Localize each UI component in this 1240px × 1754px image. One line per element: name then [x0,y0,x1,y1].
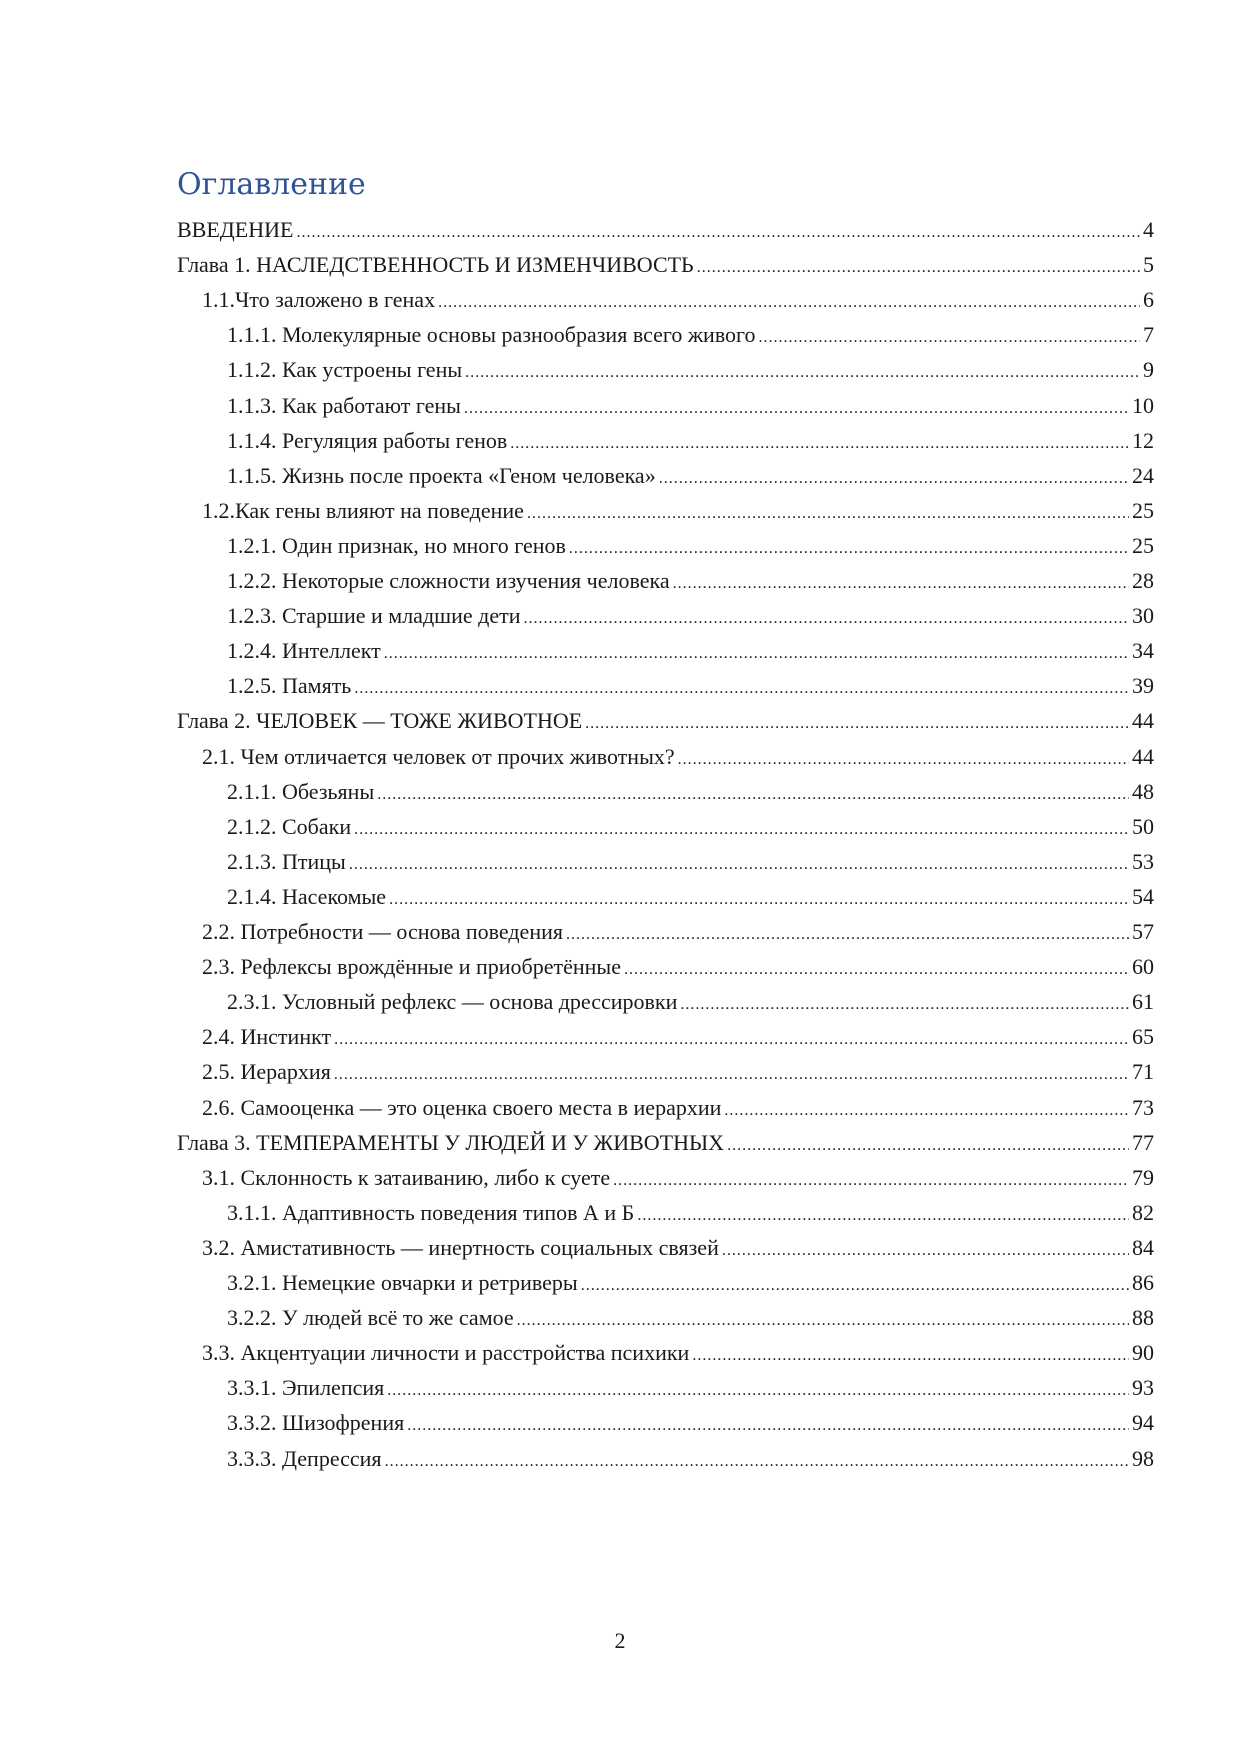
toc-dot-leader [722,1231,1129,1268]
toc-entry-page: 71 [1132,1059,1154,1084]
toc-entry-number: 1.2.1. [227,533,277,558]
toc-entry-title: Как гены влияют на поведение [235,498,524,523]
toc-dot-leader [697,248,1140,285]
toc-entry-page: 73 [1132,1095,1154,1120]
toc-entry[interactable] [227,1301,1154,1335]
toc-entry-page: 84 [1132,1235,1154,1260]
toc-entry[interactable] [227,1266,1154,1300]
toc-entry-number: 3.3.2. [227,1410,277,1435]
toc-entry-page: 61 [1132,989,1154,1014]
toc-entry[interactable] [227,1442,1154,1476]
toc-entry-title: Что заложено в генах [235,287,436,312]
toc-entry-number: 2.6. [202,1095,235,1120]
toc-dot-leader [387,1371,1129,1408]
toc-entry-page: 34 [1132,638,1154,663]
toc-entry[interactable] [227,810,1154,844]
toc-entry[interactable] [202,283,1154,317]
toc-entry-title: ВВЕДЕНИЕ [177,217,294,242]
toc-dot-leader [613,1161,1129,1198]
toc-entry[interactable] [227,599,1154,633]
toc-entry-page: 12 [1132,428,1154,453]
toc-entry-title: Глава 3. ТЕМПЕРАМЕНТЫ У ЛЮДЕЙ И У ЖИВОТНЫХ [177,1130,725,1155]
toc-dot-leader [759,318,1140,355]
toc-dot-leader [692,1336,1129,1373]
toc-entry[interactable] [227,318,1154,352]
toc-dot-leader [569,529,1129,566]
toc-entry-number: 1.2.3. [227,603,277,628]
toc-entry-page: 53 [1132,849,1154,874]
toc-dot-leader [624,950,1129,987]
toc-dot-leader [680,985,1129,1022]
toc-dot-leader [354,810,1129,847]
toc-dot-leader [566,915,1129,952]
toc-entry-page: 90 [1132,1340,1154,1365]
toc-entry-page: 9 [1143,357,1154,382]
toc-entry-title: Самооценка — это оценка своего места в иерархии [240,1095,722,1120]
toc-dot-leader [334,1055,1129,1092]
toc-entry-page: 79 [1132,1165,1154,1190]
toc-entry-number: 3.3. [202,1340,235,1365]
toc-dot-leader [678,740,1129,777]
toc-entry-title: Глава 2. ЧЕЛОВЕК — ТОЖЕ ЖИВОТНОЕ [177,708,583,733]
toc-entry-page: 94 [1132,1410,1154,1435]
toc-entry-page: 30 [1132,603,1154,628]
toc-dot-leader [385,1442,1129,1479]
toc-entry[interactable] [227,1406,1154,1440]
toc-entry-page: 4 [1143,217,1154,242]
toc-entry-number: 2.3.1. [227,989,277,1014]
toc-entry-number: 1.2.4. [227,638,277,663]
toc-heading: Оглавление [177,167,366,202]
toc-entry-title: Память [282,673,352,698]
toc-entry[interactable] [177,213,1154,247]
toc-entry-page: 65 [1132,1024,1154,1049]
toc-entry-title: Молекулярные основы разнообразия всего живого [282,322,756,347]
toc-entry-title: Склонность к затаиванию, либо к суете [240,1165,611,1190]
toc-entry[interactable] [202,740,1154,774]
toc-entry-number: 2.5. [202,1059,235,1084]
toc-entry-title: Условный рефлекс — основа дрессировки [282,989,678,1014]
toc-dot-leader [727,1126,1129,1163]
toc-entry[interactable] [227,564,1154,598]
toc-entry[interactable] [202,1055,1154,1089]
toc-entry-page: 44 [1132,744,1154,769]
toc-dot-leader [724,1091,1129,1128]
toc-entry-number: 3.2.1. [227,1270,277,1295]
toc-entry-title: Птицы [282,849,346,874]
toc-entry-title: Потребности — основа поведения [240,919,563,944]
toc-entry-number: 2.3. [202,954,235,979]
toc-entry[interactable] [202,1020,1154,1054]
toc-entry-page: 77 [1132,1130,1154,1155]
toc-entry-title: Рефлексы врождённые и приобретённые [240,954,621,979]
toc-dot-leader [389,880,1129,917]
toc-dot-leader [465,353,1140,390]
toc-dot-leader [377,775,1129,812]
toc-entry-page: 24 [1132,463,1154,488]
toc-entry-number: 1.1.4. [227,428,277,453]
toc-entry-title: Эпилепсия [282,1375,385,1400]
toc-entry-number: 1.1.1. [227,322,277,347]
toc-entry-title: Как работают гены [282,393,461,418]
toc-entry-number: 2.1. [202,744,235,769]
toc-entry-title: Адаптивность поведения типов А и Б [282,1200,635,1225]
toc-entry[interactable] [202,915,1154,949]
toc-entry[interactable] [202,1231,1154,1265]
toc-entry-number: 1.1. [202,287,235,312]
toc-entry-page: 57 [1132,919,1154,944]
toc-entry-number: 3.1.1. [227,1200,277,1225]
toc-entry[interactable] [227,389,1154,423]
toc-entry-title: Немецкие овчарки и ретриверы [282,1270,578,1295]
toc-entry-number: 1.1.2. [227,357,277,382]
toc-entry-title: Акцентуации личности и расстройства психики [240,1340,690,1365]
toc-entry[interactable] [202,1336,1154,1370]
toc-entry[interactable] [177,1126,1154,1160]
toc-entry-title: Амистативность — инертность социальных связей [240,1235,719,1260]
toc-dot-leader [527,494,1129,531]
toc-entry-page: 60 [1132,954,1154,979]
toc-entry-title: Интеллект [282,638,381,663]
toc-entry-title: Иерархия [240,1059,331,1084]
toc-entry[interactable] [227,775,1154,809]
toc-entry-page: 10 [1132,393,1154,418]
toc-entry-title: Один признак, но много генов [282,533,566,558]
toc-entry[interactable] [227,529,1154,563]
toc-entry-page: 25 [1132,533,1154,558]
toc-entry[interactable] [227,880,1154,914]
toc-entry-page: 50 [1132,814,1154,839]
toc-dot-leader [334,1020,1129,1057]
toc-entry-page: 98 [1132,1446,1154,1471]
toc-entry-number: 1.2.5. [227,673,277,698]
toc-entry[interactable] [227,459,1154,493]
toc-entry[interactable] [202,494,1154,528]
toc-entry[interactable] [227,985,1154,1019]
toc-entry-title: У людей всё то же самое [282,1305,514,1330]
toc-entry-page: 6 [1143,287,1154,312]
toc-entry-title: Чем отличается человек от прочих животных? [240,744,675,769]
toc-entry-page: 25 [1132,498,1154,523]
toc-entry-number: 2.1.3. [227,849,277,874]
toc-entry-number: 3.2.2. [227,1305,277,1330]
toc-entry-number: 1.1.3. [227,393,277,418]
toc-entry-title: Как устроены гены [282,357,463,382]
toc-dot-leader [384,634,1129,671]
toc-entry-page: 28 [1132,568,1154,593]
toc-dot-leader [354,669,1129,706]
toc-dot-leader [523,599,1129,636]
toc-entry-number: 2.1.2. [227,814,277,839]
toc-dot-leader [464,389,1129,426]
toc-entry-number: 1.2. [202,498,235,523]
toc-entry-number: 2.1.1. [227,779,277,804]
toc-dot-leader [673,564,1129,601]
toc-entry[interactable] [177,704,1154,738]
toc-entry-title: Глава 1. НАСЛЕДСТВЕННОСТЬ И ИЗМЕНЧИВОСТЬ [177,252,694,277]
toc-entry[interactable] [227,1196,1154,1230]
toc-dot-leader [296,213,1140,250]
toc-entry-page: 88 [1132,1305,1154,1330]
toc-entry-number: 3.3.1. [227,1375,277,1400]
toc-entry-page: 7 [1143,322,1154,347]
toc-entry[interactable] [202,1161,1154,1195]
page-number-footer: 2 [614,1628,626,1653]
toc-entry-page: 93 [1132,1375,1154,1400]
toc-dot-leader [637,1196,1129,1233]
toc-entry-title: Обезьяны [282,779,375,804]
toc-entry[interactable] [227,845,1154,879]
toc-dot-leader [659,459,1129,496]
toc-dot-leader [585,704,1129,741]
toc-entry-number: 2.1.4. [227,884,277,909]
toc-entry-page: 82 [1132,1200,1154,1225]
toc-entry-page: 86 [1132,1270,1154,1295]
toc-entry-title: Насекомые [282,884,387,909]
toc-entry-title: Жизнь после проекта «Геном человека» [282,463,656,488]
toc-dot-leader [438,283,1140,320]
toc-dot-leader [349,845,1129,882]
toc-entry-number: 2.2. [202,919,235,944]
toc-entry-title: Инстинкт [240,1024,332,1049]
toc-entry-page: 54 [1132,884,1154,909]
toc-entry-number: 3.3.3. [227,1446,277,1471]
toc-entry-page: 39 [1132,673,1154,698]
toc-dot-leader [581,1266,1129,1303]
toc-entry[interactable] [227,1371,1154,1405]
toc-entry-number: 1.2.2. [227,568,277,593]
toc-entry-page: 44 [1132,708,1154,733]
toc-entry[interactable] [227,424,1154,458]
toc-entry-title: Регуляция работы генов [282,428,508,453]
toc-entry-page: 48 [1132,779,1154,804]
toc-entry[interactable] [227,634,1154,668]
toc-entry-title: Некоторые сложности изучения человека [282,568,670,593]
toc-dot-leader [510,424,1129,461]
toc-entry[interactable] [227,353,1154,387]
toc-entry-title: Шизофрения [282,1410,405,1435]
toc-entry-title: Депрессия [282,1446,382,1471]
toc-entry-number: 3.2. [202,1235,235,1260]
toc-entry-page: 5 [1143,252,1154,277]
toc-entry-number: 1.1.5. [227,463,277,488]
toc-entry[interactable] [177,248,1154,282]
toc-dot-leader [407,1406,1129,1443]
toc-entry[interactable] [202,950,1154,984]
toc-entry-title: Старшие и младшие дети [282,603,521,628]
toc-dot-leader [517,1301,1129,1338]
toc-entry-number: 2.4. [202,1024,235,1049]
toc-entry[interactable] [227,669,1154,703]
toc-entry-number: 3.1. [202,1165,235,1190]
toc-entry-title: Собаки [282,814,352,839]
toc-entry[interactable] [202,1091,1154,1125]
